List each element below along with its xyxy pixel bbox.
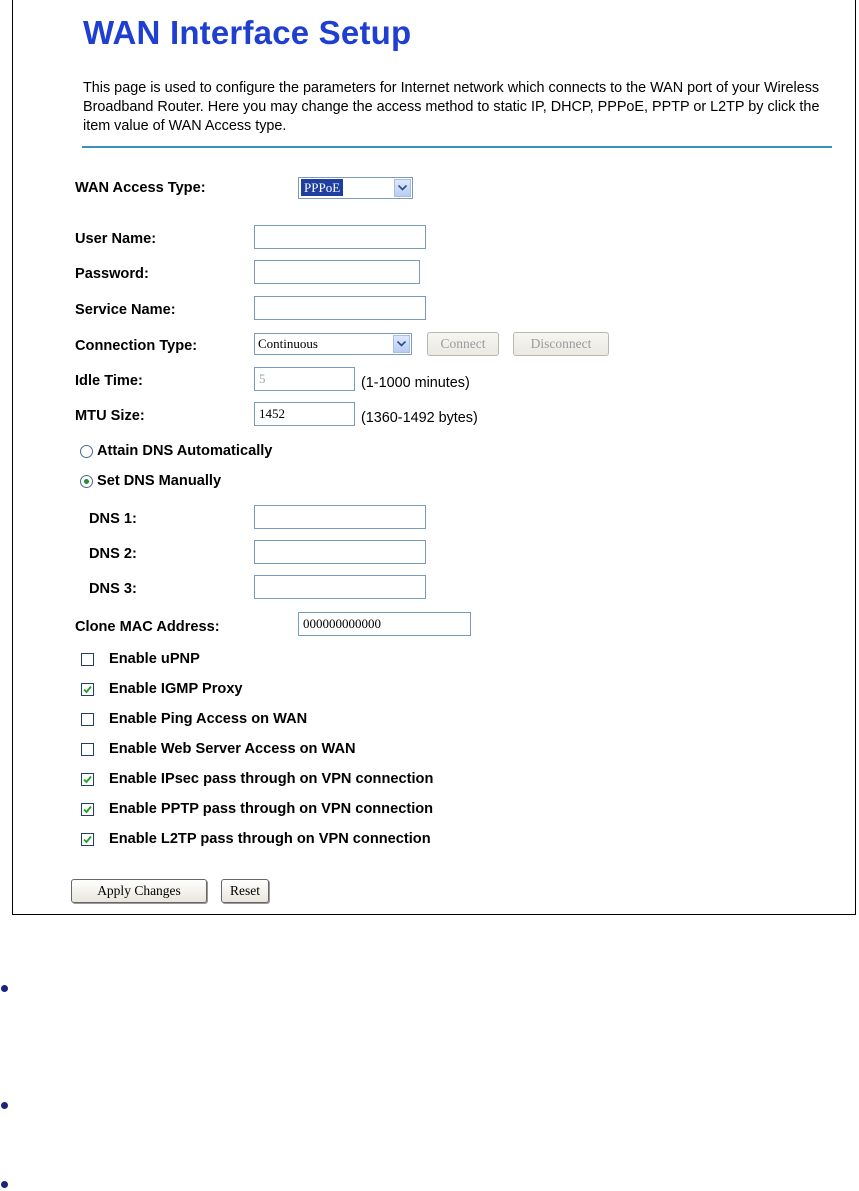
checkmark-icon [83,835,92,844]
checkmark-icon [83,775,92,784]
service-name-label: Service Name: [75,302,176,318]
user-name-label: User Name: [75,231,157,247]
option-label: Enable uPNP [109,651,200,667]
connection-type-label: Connection Type: [75,338,198,354]
bullet-icon [1,1181,8,1188]
option-checkbox[interactable] [81,803,94,816]
option-checkbox[interactable] [81,713,94,726]
connect-button[interactable]: Connect [427,332,499,356]
mtu-size-label: MTU Size: [75,408,145,424]
dns2-label: DNS 2: [89,546,137,562]
option-label: Enable Web Server Access on WAN [109,741,356,757]
reset-button[interactable]: Reset [221,879,269,903]
option-label: Enable Ping Access on WAN [109,711,308,727]
mtu-size-hint: (1360-1492 bytes) [361,410,478,426]
dns2-input[interactable] [254,540,426,564]
mtu-size-input[interactable] [254,402,355,426]
checkmark-icon [83,685,92,694]
wan-access-type-value: PPPoE [301,179,343,196]
bullet-icon [1,985,8,992]
divider [82,146,832,148]
page-title: WAN Interface Setup [83,14,412,51]
connection-type-select[interactable] [254,333,412,355]
dns3-label: DNS 3: [89,581,137,597]
dns-auto-label: Attain DNS Automatically [97,443,273,459]
option-checkbox[interactable] [81,743,94,756]
option-checkbox[interactable] [81,773,94,786]
password-label: Password: [75,266,149,282]
clone-mac-label: Clone MAC Address: [75,619,220,635]
wan-access-type-label: WAN Access Type: [75,180,206,196]
radio-selected-dot [84,479,89,484]
option-checkbox[interactable] [81,833,94,846]
service-name-input[interactable] [254,296,426,320]
dns-manual-radio[interactable] [80,475,93,488]
chevron-down-icon [394,179,411,197]
idle-time-label: Idle Time: [75,373,143,389]
dns1-label: DNS 1: [89,511,137,527]
idle-time-input[interactable] [254,367,355,391]
chevron-down-icon [393,335,410,353]
clone-mac-input[interactable] [298,612,471,636]
option-label: Enable L2TP pass through on VPN connection [109,831,431,847]
option-checkbox[interactable] [81,683,94,696]
wan-access-type-select[interactable] [298,177,413,199]
option-label: Enable IGMP Proxy [109,681,243,697]
disconnect-button[interactable]: Disconnect [513,332,609,356]
page-description: This page is used to configure the parameters for Internet network which connects to the WAN port of your Wireless Broadband Router. Here you may change the access method to static IP, DHCP, PPPoE, PPTP or L2TP by click the item value of WAN Access type. [83,80,820,134]
option-label: Enable IPsec pass through on VPN connection [109,771,434,787]
connection-type-value: Continuous [258,336,318,351]
dns-manual-label: Set DNS Manually [97,473,222,489]
option-checkbox[interactable] [81,653,94,666]
wan-setup-panel [12,0,856,915]
bullet-icon [1,1102,8,1109]
idle-time-hint: (1-1000 minutes) [361,375,470,391]
password-input[interactable] [254,260,420,284]
checkmark-icon [83,805,92,814]
dns1-input[interactable] [254,505,426,529]
apply-changes-button[interactable]: Apply Changes [71,879,207,903]
option-label: Enable PPTP pass through on VPN connection [109,801,434,817]
dns3-input[interactable] [254,575,426,599]
user-name-input[interactable] [254,225,426,249]
dns-auto-radio[interactable] [80,445,93,458]
